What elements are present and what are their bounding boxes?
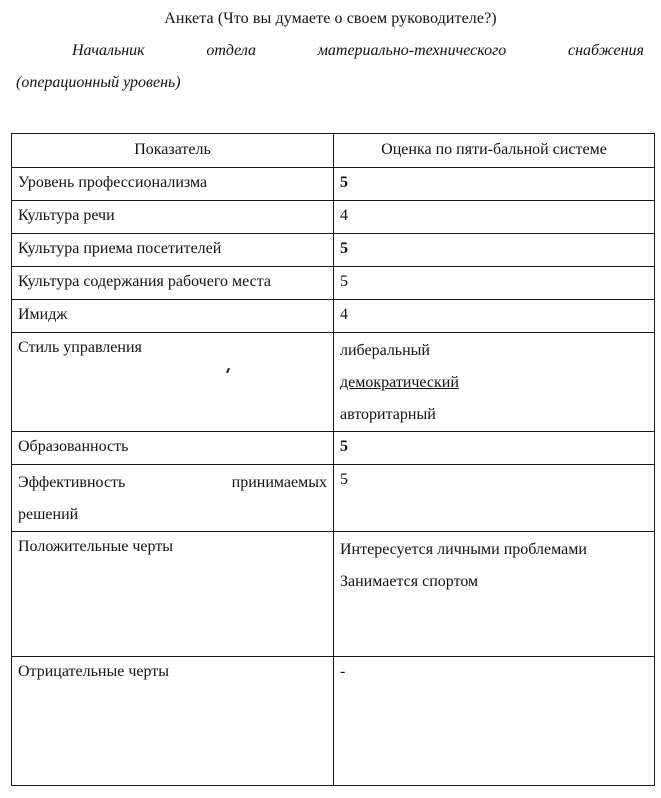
indicator-cell: Стиль управления (12, 333, 334, 432)
indicator-cell (12, 465, 334, 532)
indicator-cell: Имидж (12, 300, 334, 333)
style-option-selected: демократический (340, 374, 459, 391)
rating-cell: 5 (334, 168, 655, 201)
rating-cell: 5 (334, 432, 655, 465)
rating-cell: 4 (334, 300, 655, 333)
rating-cell: 5 (334, 234, 655, 267)
rating-cell: 5 (334, 465, 655, 532)
indicator-word: принимаемых (231, 474, 327, 491)
indicator-line (18, 467, 327, 499)
indicator-cell: Образованность (12, 432, 334, 465)
table-row (12, 234, 655, 267)
rating-cell: 5 (334, 267, 655, 300)
table-header-row (12, 134, 655, 168)
document-title: Анкета (Что вы думаете о своем руководителе?) (164, 10, 497, 27)
subtitle-position (72, 42, 644, 60)
table-row (12, 300, 655, 333)
positive-trait: Занимается спортом (340, 573, 479, 590)
positive-trait: Интересуется личными проблемами (340, 541, 587, 558)
indicator-cell: Отрицательные черты (12, 657, 334, 786)
style-option: либеральный (340, 342, 430, 359)
rating-cell: - (334, 657, 655, 786)
table-row (12, 168, 655, 201)
header-indicator: Показатель (12, 134, 334, 168)
table-row (12, 333, 655, 432)
table-row (12, 201, 655, 234)
survey-table (11, 133, 655, 786)
indicator-cell: Культура речи (12, 201, 334, 234)
indicator-line: решений (18, 506, 79, 523)
table-row (12, 532, 655, 657)
subtitle-level: (операционный уровень) (16, 74, 181, 91)
subtitle-word: снабжения (567, 42, 644, 59)
indicator-cell: Культура содержания рабочего места (12, 267, 334, 300)
subtitle-word: отдела (206, 42, 257, 59)
header-rating: Оценка по пяти-бальной системе (334, 134, 655, 168)
rating-cell: 4 (334, 201, 655, 234)
table-row (12, 657, 655, 786)
rating-cell-options (334, 333, 655, 432)
subtitle-word: материально-технического (317, 42, 507, 59)
table-row (12, 432, 655, 465)
table-row (12, 465, 655, 532)
rating-cell-lines (334, 532, 655, 657)
subtitle-word: Начальник (72, 42, 145, 59)
indicator-cell: Уровень профессионализма (12, 168, 334, 201)
indicator-word: Эффективность (18, 474, 126, 491)
indicator-cell: Положительные черты (12, 532, 334, 657)
table-row (12, 267, 655, 300)
style-option: авторитарный (340, 406, 436, 423)
indicator-cell: Культура приема посетителей (12, 234, 334, 267)
